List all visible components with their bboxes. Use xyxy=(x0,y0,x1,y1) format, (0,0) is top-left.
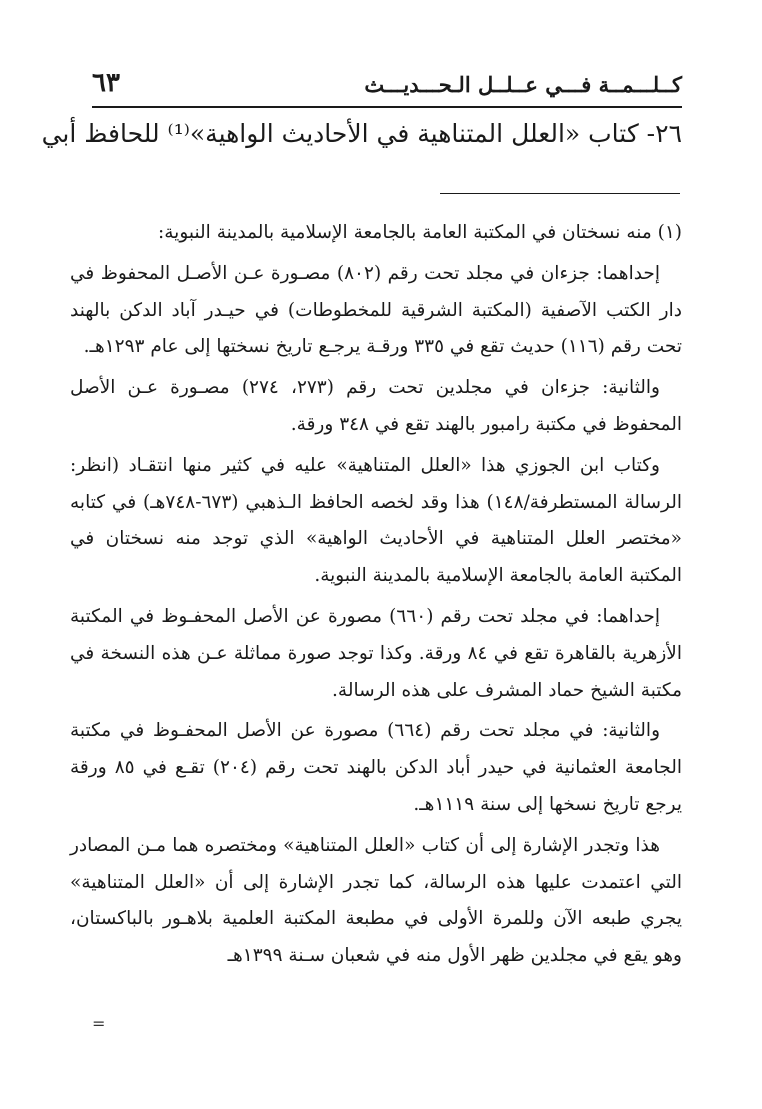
footnote-paragraph: والثانية: جزءان في مجلدين تحت رقم (٢٧٣، ٢٧٤) مصـورة عـن الأصل المحفوظ في مكتبة رامبور بالهند تقع في ٣٤٨ ورقة. xyxy=(70,377,682,435)
footnote-paragraph: هذا وتجدر الإشارة إلى أن كتاب «العلل المتناهية» ومختصره هما مـن المصادر التي اعتمدت عليها هذه الرسالة، كما تجدر الإشارة إلى أن «العلل المتناهية» يجري طبعه الآن وللمرة الأولى في مطبعة المكتبة العلمية بلاهـور بالباكستان، وهو يقع في مجلدين ظهر الأول منه في شعبان سـنة ١٣٩٩هـ xyxy=(70,834,682,967)
page-number: ٦٣ xyxy=(92,68,120,98)
footnote-paragraph: إحداهما: في مجلد تحت رقم (٦٦٠) مصورة عن الأصل المحفـوظ في المكتبة الأزهرية بالقاهرة تقع في ٨٤ ورقة. وكذا توجد صورة مماثلة عـن هذه النسخة في مكتبة الشيخ حماد المشرف على هذه الرسالة. xyxy=(70,605,682,701)
footnote-paragraph: والثانية: في مجلد تحت رقم (٦٦٤) مصورة عن الأصل المحفـوظ في مكتبة الجامعة العثمانية في حيدر أباد الدكن بالهند تحت رقم (٢٠٤) تقـع في ٨٥ ورقة يرجع تاريخ نسخها إلى سنة ١١١٩هـ. xyxy=(70,720,683,815)
running-title: كــلـــمــة فـــي عــلــل الـحـــديـــث xyxy=(364,72,682,97)
page-header xyxy=(92,70,682,100)
margin-mark: = xyxy=(92,1014,106,1033)
footnote-separator xyxy=(440,193,680,194)
footnote-paragraph: وكتاب ابن الجوزي هذا «العلل المتناهية» عليه في كثير منها انتقـاد (انظر: الرسالة المستطرفة/١٤٨) هذا وقد لخصه الحافظ الـذهبي (٦٧٣-٧٤٨هـ) في كتابه «مختصر العلل المتناهية في الأحاديث الواهية» الذي توجد منه نسختان في المكتبة العامة بالجامعة الإسلامية بالمدينة النبوية. xyxy=(70,454,683,587)
main-text-line: ٢٦- كتاب «العلل المتناهية في الأحاديث الواهية»⁽¹⁾ للحافظ أبي xyxy=(41,119,682,148)
footnote-paragraph: (١) منه نسختان في المكتبة العامة بالجامعة الإسلامية بالمدينة النبوية: xyxy=(158,222,682,243)
footnote-paragraph: إحداهما: جزءان في مجلد تحت رقم (٨٠٢) مصـورة عـن الأصـل المحفوظ في دار الكتب الآصفية (المكتبة الشرقية للمخطوطات) في حيـدر آباد الدكن بالهند تحت رقم (١١٦) حديث تقع في ٣٣٥ ورقـة يرجـع تاريخ نسختها إلى عام ١٢٩٣هـ. xyxy=(70,262,682,358)
header-rule xyxy=(92,106,682,108)
footnotes-section xyxy=(70,215,682,979)
